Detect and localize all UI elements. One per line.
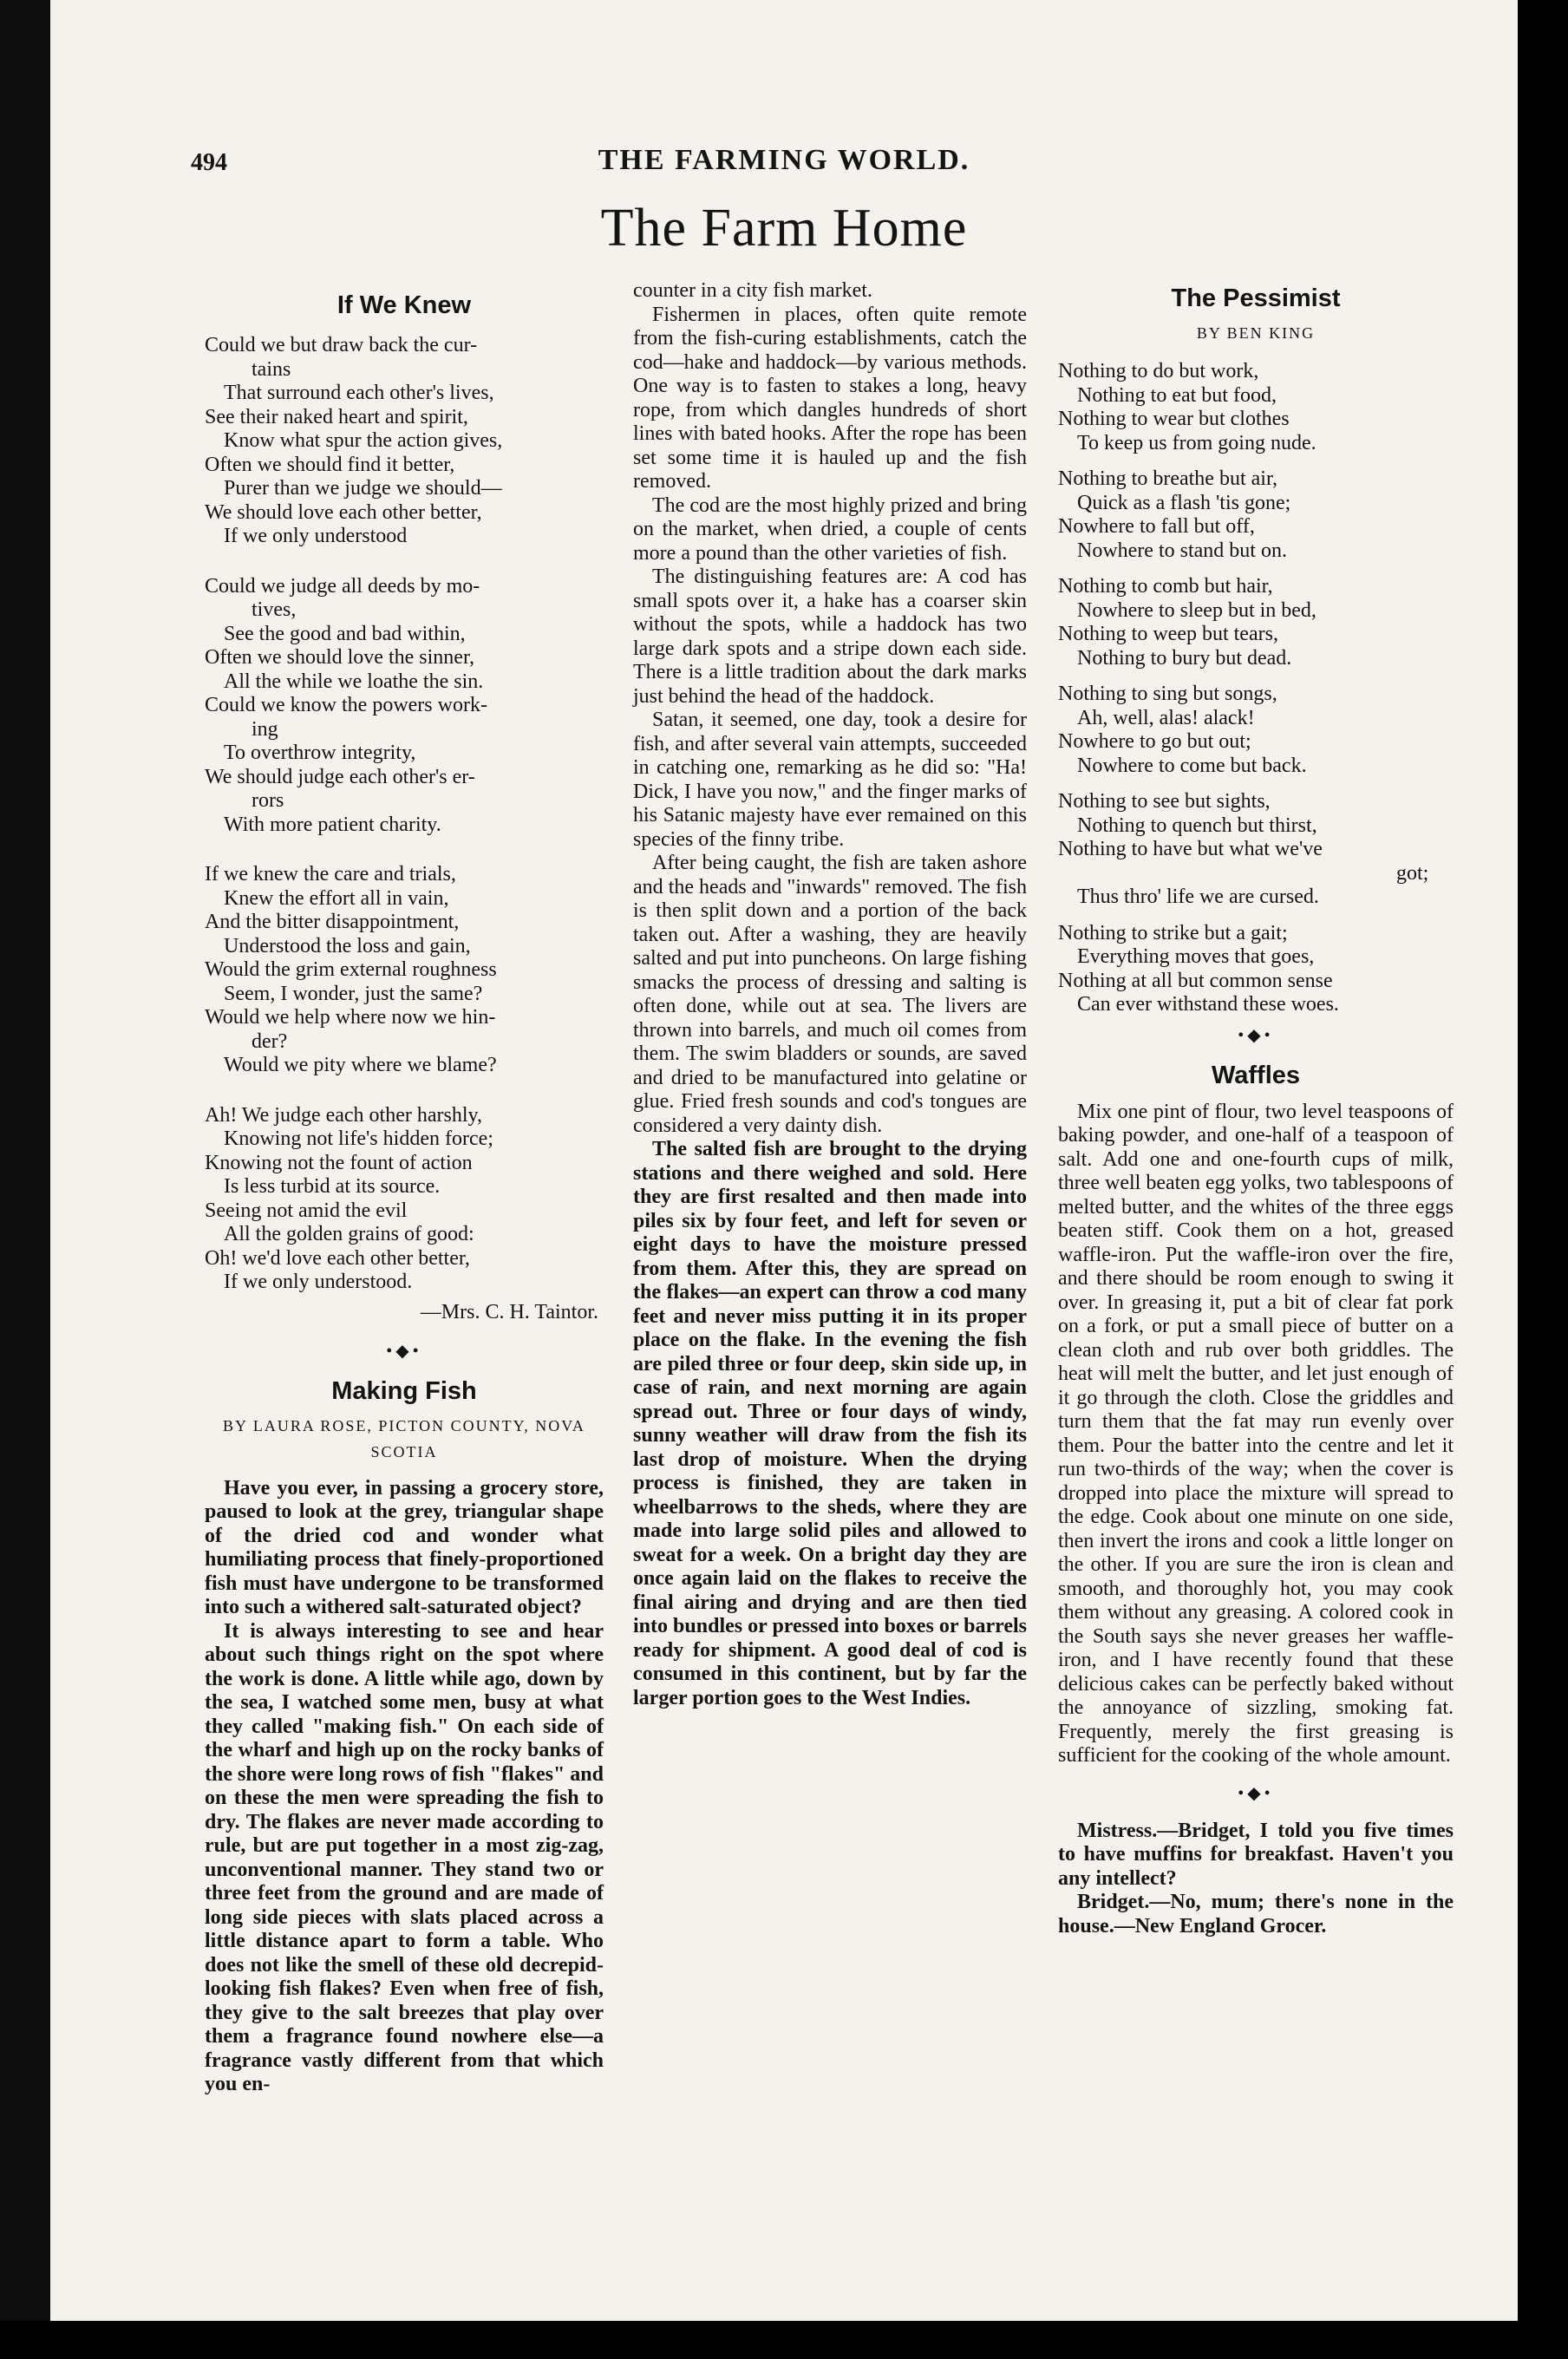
poem-stanza: [1058, 467, 1454, 563]
poem-line: Thus thro' life we are cursed.: [1077, 885, 1319, 908]
joke-mistress: Mistress.—Bridget, I told you five times to have muffins for breakfast. Haven't you any intellect?: [1058, 1819, 1454, 1890]
poem-line: Nothing to have but what we've: [1058, 838, 1323, 860]
poem-line: Everything moves that goes,: [1077, 945, 1315, 968]
poem-line: See the good and bad within,: [224, 622, 466, 645]
poem-line: Seem, I wonder, just the same?: [224, 982, 483, 1005]
column-right: [1058, 279, 1454, 1938]
article-byline-cont: SCOTIA: [370, 1442, 438, 1460]
poem-line: tives,: [252, 598, 297, 621]
publication-name: THE FARMING WORLD.: [598, 144, 970, 176]
poem-stanza: [205, 334, 604, 549]
poem-line: Nowhere to fall but off,: [1058, 515, 1255, 538]
article-byline: BY LAURA ROSE, PICTON COUNTY, NOVA: [223, 1416, 585, 1434]
poem-line: tains: [252, 357, 291, 381]
poem-attribution: —Mrs. C. H. Taintor.: [420, 1300, 598, 1323]
poem-line: Would we help where now we hin-: [205, 1006, 496, 1029]
poem-stanza: [1058, 790, 1454, 910]
poem-line: Purer than we judge we should—: [224, 477, 502, 500]
scan-edge-bottom: [0, 2321, 1568, 2359]
poem-line: If we only understood.: [224, 1271, 413, 1293]
poem-line: With more patient charity.: [224, 813, 441, 836]
poem-line: Nothing to do but work,: [1058, 360, 1259, 382]
article-paragraph: The cod are the most highly prized and bring on the market, when dried, a couple of cents more a pound than the other varieties of fish.: [633, 493, 1027, 565]
article-paragraph: Have you ever, in passing a grocery store, paused to look at the grey, triangular shape of the dried cod and wonder what humiliating process that finely-proportioned fish must have undergone to be transformed into such a withered salt-saturated object?: [205, 1476, 604, 1618]
poem-line: Could we but draw back the cur-: [205, 334, 478, 356]
poem-line: Nowhere to go but out;: [1058, 730, 1251, 753]
poem-line: got;: [1396, 861, 1429, 885]
poem-line: Quick as a flash 'tis gone;: [1077, 491, 1291, 514]
poem-line: Ah, well, alas! alack!: [1077, 706, 1255, 729]
recipe-title-waffles: Waffles: [1211, 1061, 1301, 1089]
column-middle: [633, 279, 1027, 1710]
poem-line: Could we judge all deeds by mo-: [205, 574, 480, 598]
poem-line: Nothing to see but sights,: [1058, 790, 1271, 813]
article-paragraph: Fishermen in places, often quite remote from the fish-curing establishments, catch the cod—hake and haddock—by various methods. One way is to fasten to stakes a long, heavy rope, from which dangles hundreds of short lines with bated hooks. After the rope has been set some time it is hauled up and the fish removed.: [633, 303, 1027, 493]
poem-line: Would the grim external roughness: [205, 958, 497, 981]
poem-line: Oh! we'd love each other better,: [205, 1246, 470, 1270]
poem-stanza: [1058, 575, 1454, 670]
poem-line: We should judge each other's er-: [205, 765, 475, 788]
section-title: The Farm Home: [600, 199, 968, 258]
poem-line: Ah! We judge each other harshly,: [205, 1103, 482, 1127]
ornament-divider: •◆•: [386, 1341, 422, 1361]
poem-line: Could we know the powers work-: [205, 694, 487, 716]
poem-line: Nowhere to come but back.: [1077, 754, 1307, 777]
poem-line: To overthrow integrity,: [224, 742, 416, 764]
poem-line: ing: [252, 717, 278, 741]
poem-line: Nothing to wear but clothes: [1058, 408, 1290, 430]
poem-line: Nothing to sing but songs,: [1058, 683, 1277, 705]
poem-line: Nothing to weep but tears,: [1058, 623, 1278, 645]
poem-line: Understood the loss and gain,: [224, 934, 471, 957]
poem-byline: BY BEN KING: [1196, 324, 1316, 342]
poem-line: All the golden grains of good:: [224, 1223, 474, 1245]
poem-line: And the bitter disappointment,: [205, 911, 460, 933]
joke-bridget: Bridget.—No, mum; there's none in the house.—New England Grocer.: [1058, 1891, 1454, 1938]
poem-line: Would we pity where we blame?: [224, 1054, 497, 1076]
article-paragraph: counter in a city fish market.: [633, 279, 872, 302]
poem-line: Nothing to quench but thirst,: [1077, 814, 1317, 837]
article-paragraph: It is always interesting to see and hear about such things right on the spot where the work is done. A little while ago, down by the sea, I watched some men, busy at what they called "making fish." On each side of the wharf and high up on the rocky banks of the shore were long rows of fish "flakes" and on these the men were spreading the fish to dry. The flakes are never made according to rule, but are put together in a most zig-zag, unconventional manner. They stand two or three feet from the ground and are made of long side pieces with slats placed across a little distance apart to form a table. Who does not like the smell of these old decrepid-looking fish flakes? Even when free of fish, they give to the salt breezes that play over them a fragrance found nowhere else—a fragrance vastly different from that which you en-: [205, 1619, 604, 2095]
poem-line: Knew the effort all in vain,: [224, 886, 449, 910]
poem-line: See their naked heart and spirit,: [205, 405, 468, 428]
poem-line: If we knew the care and trials,: [205, 863, 456, 885]
poem-line: Nothing to strike but a gait;: [1058, 921, 1288, 944]
poem-stanza: [205, 575, 604, 838]
scan-edge-right: [1518, 0, 1568, 2359]
poem-line: Nothing to eat but food,: [1077, 383, 1277, 407]
poem-stanza: [1058, 922, 1454, 1017]
poem-line: All the while we loathe the sin.: [224, 670, 484, 693]
poem-line: Is less turbid at its source.: [224, 1175, 441, 1198]
poem-line: Nowhere to sleep but in bed,: [1077, 598, 1316, 622]
poem-stanza: [205, 863, 604, 1078]
ornament-divider: •◆•: [1238, 1783, 1274, 1803]
poem-line: We should love each other better,: [205, 500, 482, 524]
poem-line: Knowing not life's hidden force;: [224, 1127, 493, 1150]
poem-line: Often we should find it better,: [205, 453, 455, 476]
poem-stanza: [205, 1104, 604, 1295]
poem-line: Often we should love the sinner,: [205, 646, 474, 669]
article-paragraph: Satan, it seemed, one day, took a desire for fish, and after several vain attempts, succeeded in catching one, remarking as he did so: "Ha! Dick, I have you now," and the finger marks of his Satanic majesty have ever remained on this species of the finny tribe.: [633, 709, 1027, 851]
poem-title-if-we-knew: If We Knew: [336, 291, 472, 319]
poem-stanza: [1058, 360, 1454, 455]
poem-line: Can ever withstand these woes.: [1077, 993, 1339, 1016]
poem-line: Nowhere to stand but on.: [1077, 539, 1287, 562]
article-paragraph: After being caught, the fish are taken ashore and the heads and "inwards" removed. The fish is then split down and a portion of the back taken out. After a washing, they are heavily salted and put into puncheons. On large fishing smacks the process of dressing and salting is often done, while out at sea. The livers are thrown into barrels, and much oil comes from them. The swim bladders or sounds, are saved and dried to be manufactured into gelatine or glue. Fried fresh sounds and cod's tongues are considered a very dainty dish.: [633, 852, 1027, 1137]
poem-line: Nothing to comb but hair,: [1058, 575, 1273, 598]
poem-line: Knowing not the fount of action: [205, 1151, 473, 1174]
poem-line: Nothing to breathe but air,: [1058, 467, 1277, 490]
article-paragraph: The salted fish are brought to the drying stations and there weighed and sold. Here they are first resalted and then made into piles six by four feet, and left for seven or eight days to have the moisture pressed from them. After this, they are spread on the flakes—an expert can throw a cod many feet and never miss putting it in its proper place on the flake. In the evening the fish are piled three or four deep, skin side up, in case of rain, and next morning are again spread out. Three or four days of windy, sunny weather will draw from the fish its last drop of moisture. When the drying process is finished, they are taken in wheelbarrows to the sheds, where they are made into large solid piles and allowed to sweat for a week. On a bright day they are once again laid on the flakes to receive the final airing and drying and are then tied into bundles or pressed into boxes or barrels ready for shipment. A good deal of cod is consumed in this continent, but by far the larger portion goes to the West Indies.: [633, 1138, 1027, 1709]
poem-title-pessimist: The Pessimist: [1171, 284, 1341, 312]
poem-line: If we only understood: [224, 525, 408, 547]
poem-line: To keep us from going nude.: [1077, 431, 1316, 454]
poem-line: Nothing at all but common sense: [1058, 969, 1333, 992]
poem-line: rors: [252, 789, 284, 812]
article-paragraph: The distinguishing features are: A cod has small spots over it, a hake has a coarser skin without the spots, while a haddock has two large dark spots and a stripe down each side. There is a little tradition about the dark marks just behind the head of the haddock.: [633, 565, 1027, 708]
article-title-making-fish: Making Fish: [331, 1376, 477, 1405]
poem-stanza: [1058, 683, 1454, 778]
recipe-body: Mix one pint of flour, two level teaspoons of baking powder, and one-half of a teaspoon of salt. Add one and one-fourth cups of milk, three well beaten egg yolks, two tablespoons of melted butter, and the whites of the three eggs beaten stiff. Cook them on a hot, greased waffle-iron. Put the waffle-iron over the fire, and there should be room enough to swing it over. In greasing it, put a bit of clear fat pork on a fork, or put a small piece of butter on a clean cloth and rub over both griddles. The heat will melt the butter, and let just enough of it go through the cloth. Close the griddles and turn them that the fat may run evenly over them. Pour the batter into the centre and let it run two-thirds of the way; when the cover is dropped into place the mixture will spread to the edge. Cook about one minute on one side, then invert the irons and cook a little longer on the other. If you are sure the iron is clean and smooth, and thoroughly hot, you may cook them without any greasing. A colored cook in the South says she never greases her waffle-iron, and I have recently found that these delicious cakes can be perfectly baked without the annoyance of sizzling, smoking fat. Frequently, merely the first greasing is sufficient for the cooking of the whole amount.: [1058, 1100, 1454, 1767]
poem-line: Seeing not amid the evil: [205, 1199, 408, 1222]
page-number: 494: [191, 149, 227, 176]
ornament-divider: •◆•: [1238, 1025, 1274, 1045]
poem-line: Know what spur the action gives,: [224, 429, 503, 452]
column-left: [205, 286, 604, 2097]
poem-line: der?: [252, 1029, 288, 1053]
poem-line: Nothing to bury but dead.: [1077, 646, 1292, 670]
poem-line: That surround each other's lives,: [224, 382, 494, 404]
